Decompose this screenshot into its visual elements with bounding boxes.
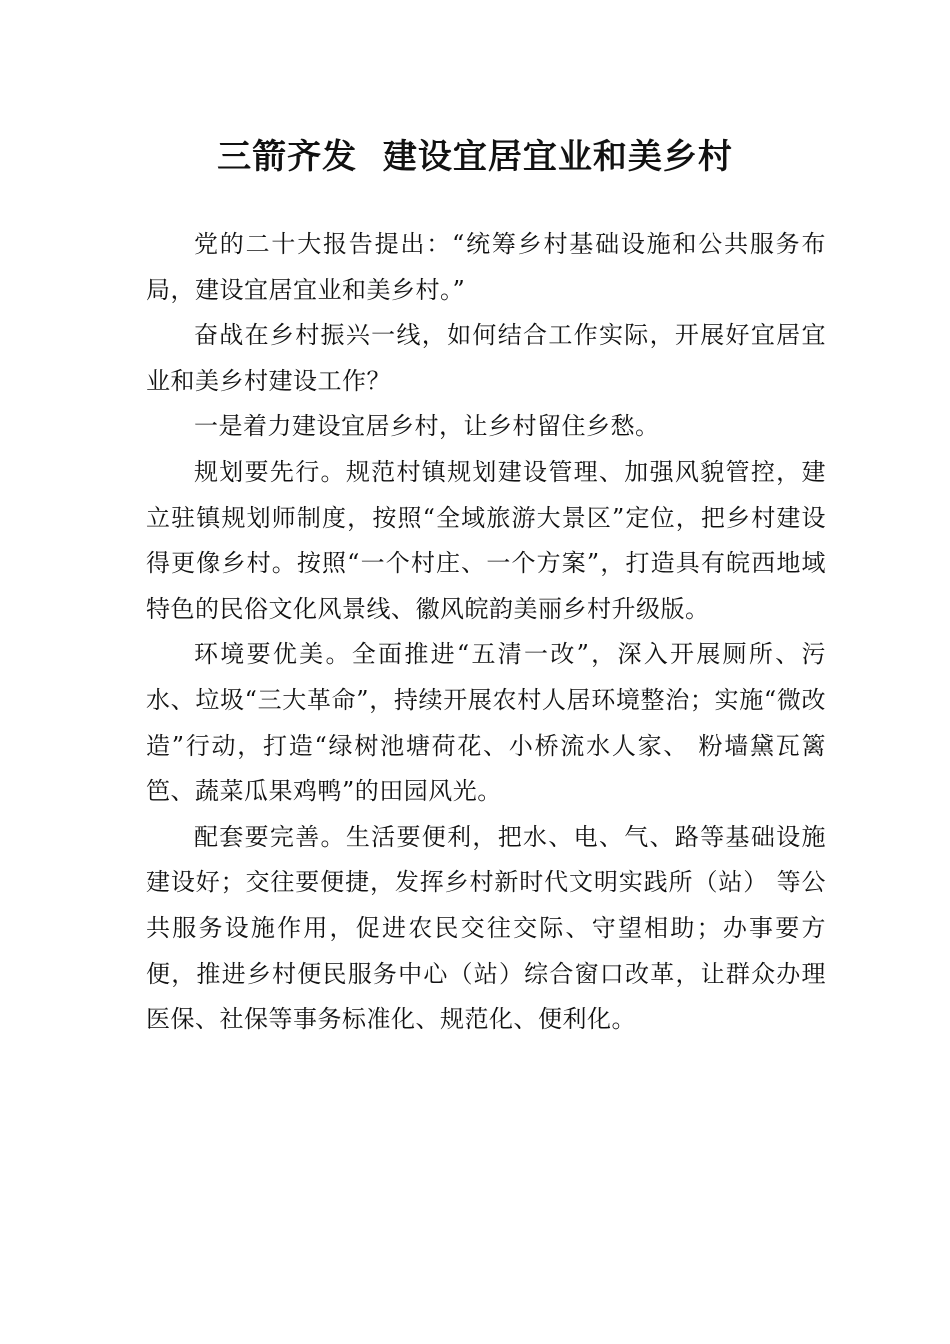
paragraph-3: 一是着力建设宜居乡村，让乡村留住乡愁。 <box>194 412 660 441</box>
paragraph-6: 配套要完善。生活要便利，把水、电、气、路等基础设施建设好；交往要便捷，发挥乡村新时代文明实践所（站） 等公共服务设施作用，促进农民交往交际、守望相助；办事要方便，推进乡村便民服务中心（站）综合窗口改革，让群众办理医保、社保等事务标准化、规范化、便利化。 <box>146 822 826 1034</box>
document-title: 三箭齐发 建设宜居宜业和美乡村 <box>217 137 733 177</box>
document-body <box>146 222 826 1043</box>
paragraph-1: 党的二十大报告提出：“统筹乡村基础设施和公共服务布局，建设宜居宜业和美乡村。” <box>146 230 826 304</box>
paragraph-4: 规划要先行。规范村镇规划建设管理、加强风貌管控，建立驻镇规划师制度，按照“全域旅游大景区”定位，把乡村建设得更像乡村。按照“一个村庄、一个方案”，打造具有皖西地域特色的民俗文化风景线、徽风皖韵美丽乡村升级版。 <box>146 457 826 623</box>
paragraph-2: 奋战在乡村振兴一线，如何结合工作实际，开展好宜居宜业和美乡村建设工作？ <box>146 321 826 395</box>
paragraph-5: 环境要优美。全面推进“五清一改”，深入开展厕所、污水、垃圾“三大革命”，持续开展农村人居环境整治；实施“微改造”行动，打造“绿树池塘荷花、小桥流水人家、 粉墙黛瓦篱笆、蔬菜瓜果鸡鸭”的田园风光。 <box>146 640 826 806</box>
